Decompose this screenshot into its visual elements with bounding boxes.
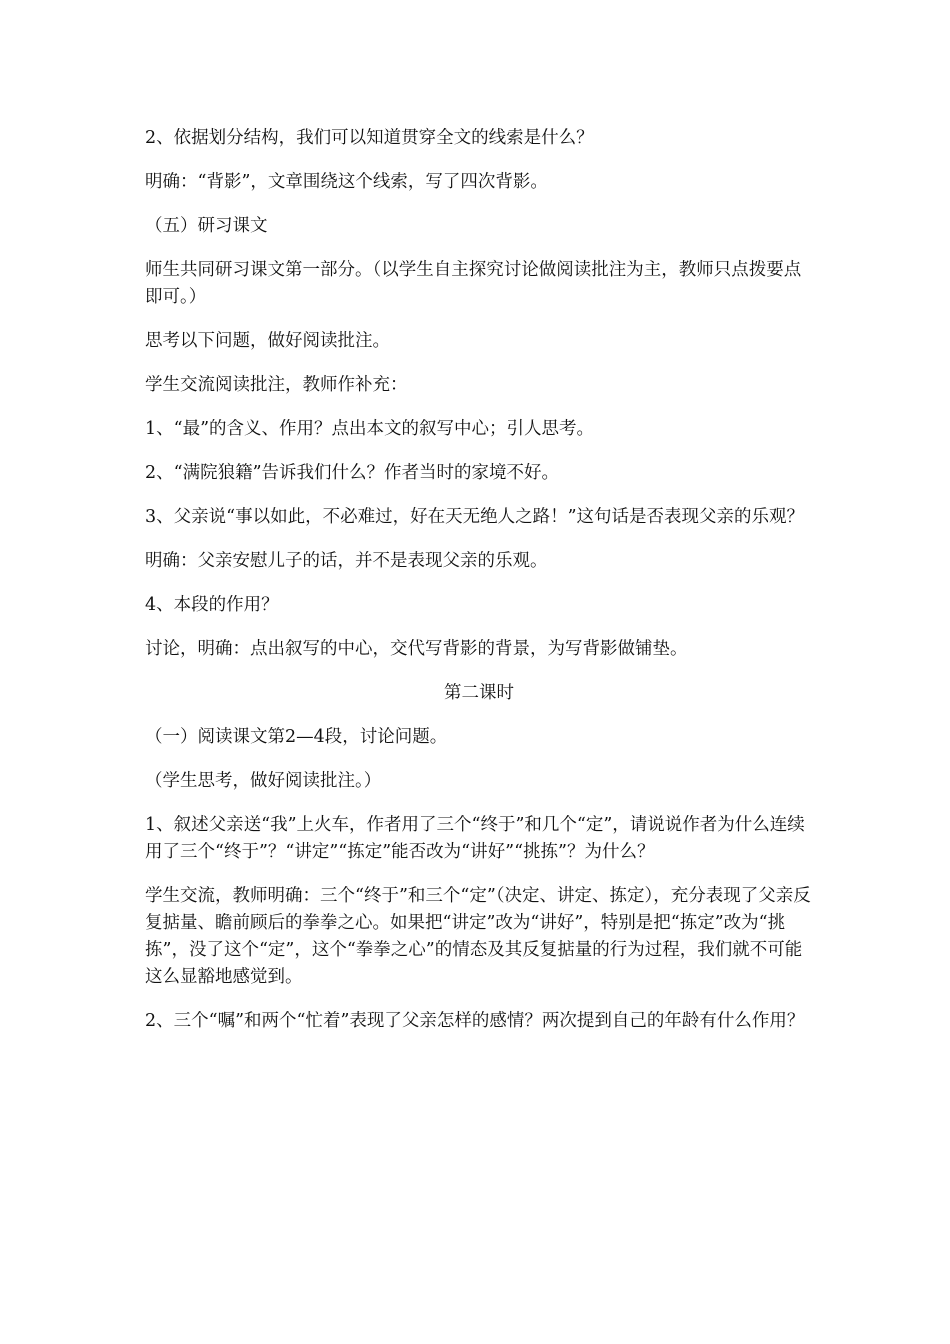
- exchange-annotations: 学生交流阅读批注，教师作补充：: [145, 375, 408, 395]
- question-1-zui: 1、“最”的含义、作用？点出本文的叙写中心；引人思考。: [145, 419, 595, 439]
- think-questions: 思考以下问题，做好阅读批注。: [145, 331, 390, 351]
- question-2-courtyard: 2、“满院狼籍”告诉我们什么？作者当时的家境不好。: [145, 463, 560, 483]
- teacher-explanation: 学生交流，教师明确：三个“终于”和三个“定”（决定、讲定、拣定），充分表现了父亲反复掂量、瞻前顾后的拳拳之心。如果把“讲定”改为“讲好”，特别是把“拣定”改为“挑拣”，没了这个“定”，这个“拳拳之心”的情态及其反复掂量的行为过程，我们就不可能这么显豁地感觉到。: [145, 886, 811, 987]
- question-2-instructions: 2、三个“嘱”和两个“忙着”表现了父亲怎样的感情？两次提到自己的年龄有什么作用？: [145, 1011, 805, 1031]
- study-part-one: 师生共同研习课文第一部分。（以学生自主探究讨论做阅读批注为主，教师只点拨要点即可。）: [145, 260, 802, 307]
- student-thinking-note: （学生思考，做好阅读批注。）: [145, 771, 382, 791]
- question-2-clue: 2、依据划分结构，我们可以知道贯穿全文的线索是什么？: [145, 128, 594, 148]
- read-paragraphs-2-4: （一）阅读课文第2—4段，讨论问题。: [145, 727, 448, 747]
- document-body: [145, 125, 813, 1052]
- discussion-answer: 讨论，明确：点出叙写的中心，交代写背影的背景，为写背影做铺垫。: [145, 639, 688, 659]
- question-4-paragraph-role: 4、本段的作用？: [145, 595, 279, 615]
- section-study-text: （五）研习课文: [145, 216, 268, 236]
- answer-father-comfort: 明确：父亲安慰儿子的话，并不是表现父亲的乐观。: [145, 551, 548, 571]
- lesson-two-heading: 第二课时: [444, 683, 514, 703]
- question-3-father-words: 3、父亲说“事以如此，不必难过，好在天无绝人之路！”这句话是否表现父亲的乐观？: [145, 507, 805, 527]
- question-1-train: 1、叙述父亲送“我”上火车，作者用了三个“终于”和几个“定”，请说说作者为什么连续用了三个“终于”？“讲定”“拣定”能否改为“讲好”“挑拣”？为什么？: [145, 815, 805, 862]
- answer-clue: 明确：“背影”，文章围绕这个线索，写了四次背影。: [145, 172, 548, 192]
